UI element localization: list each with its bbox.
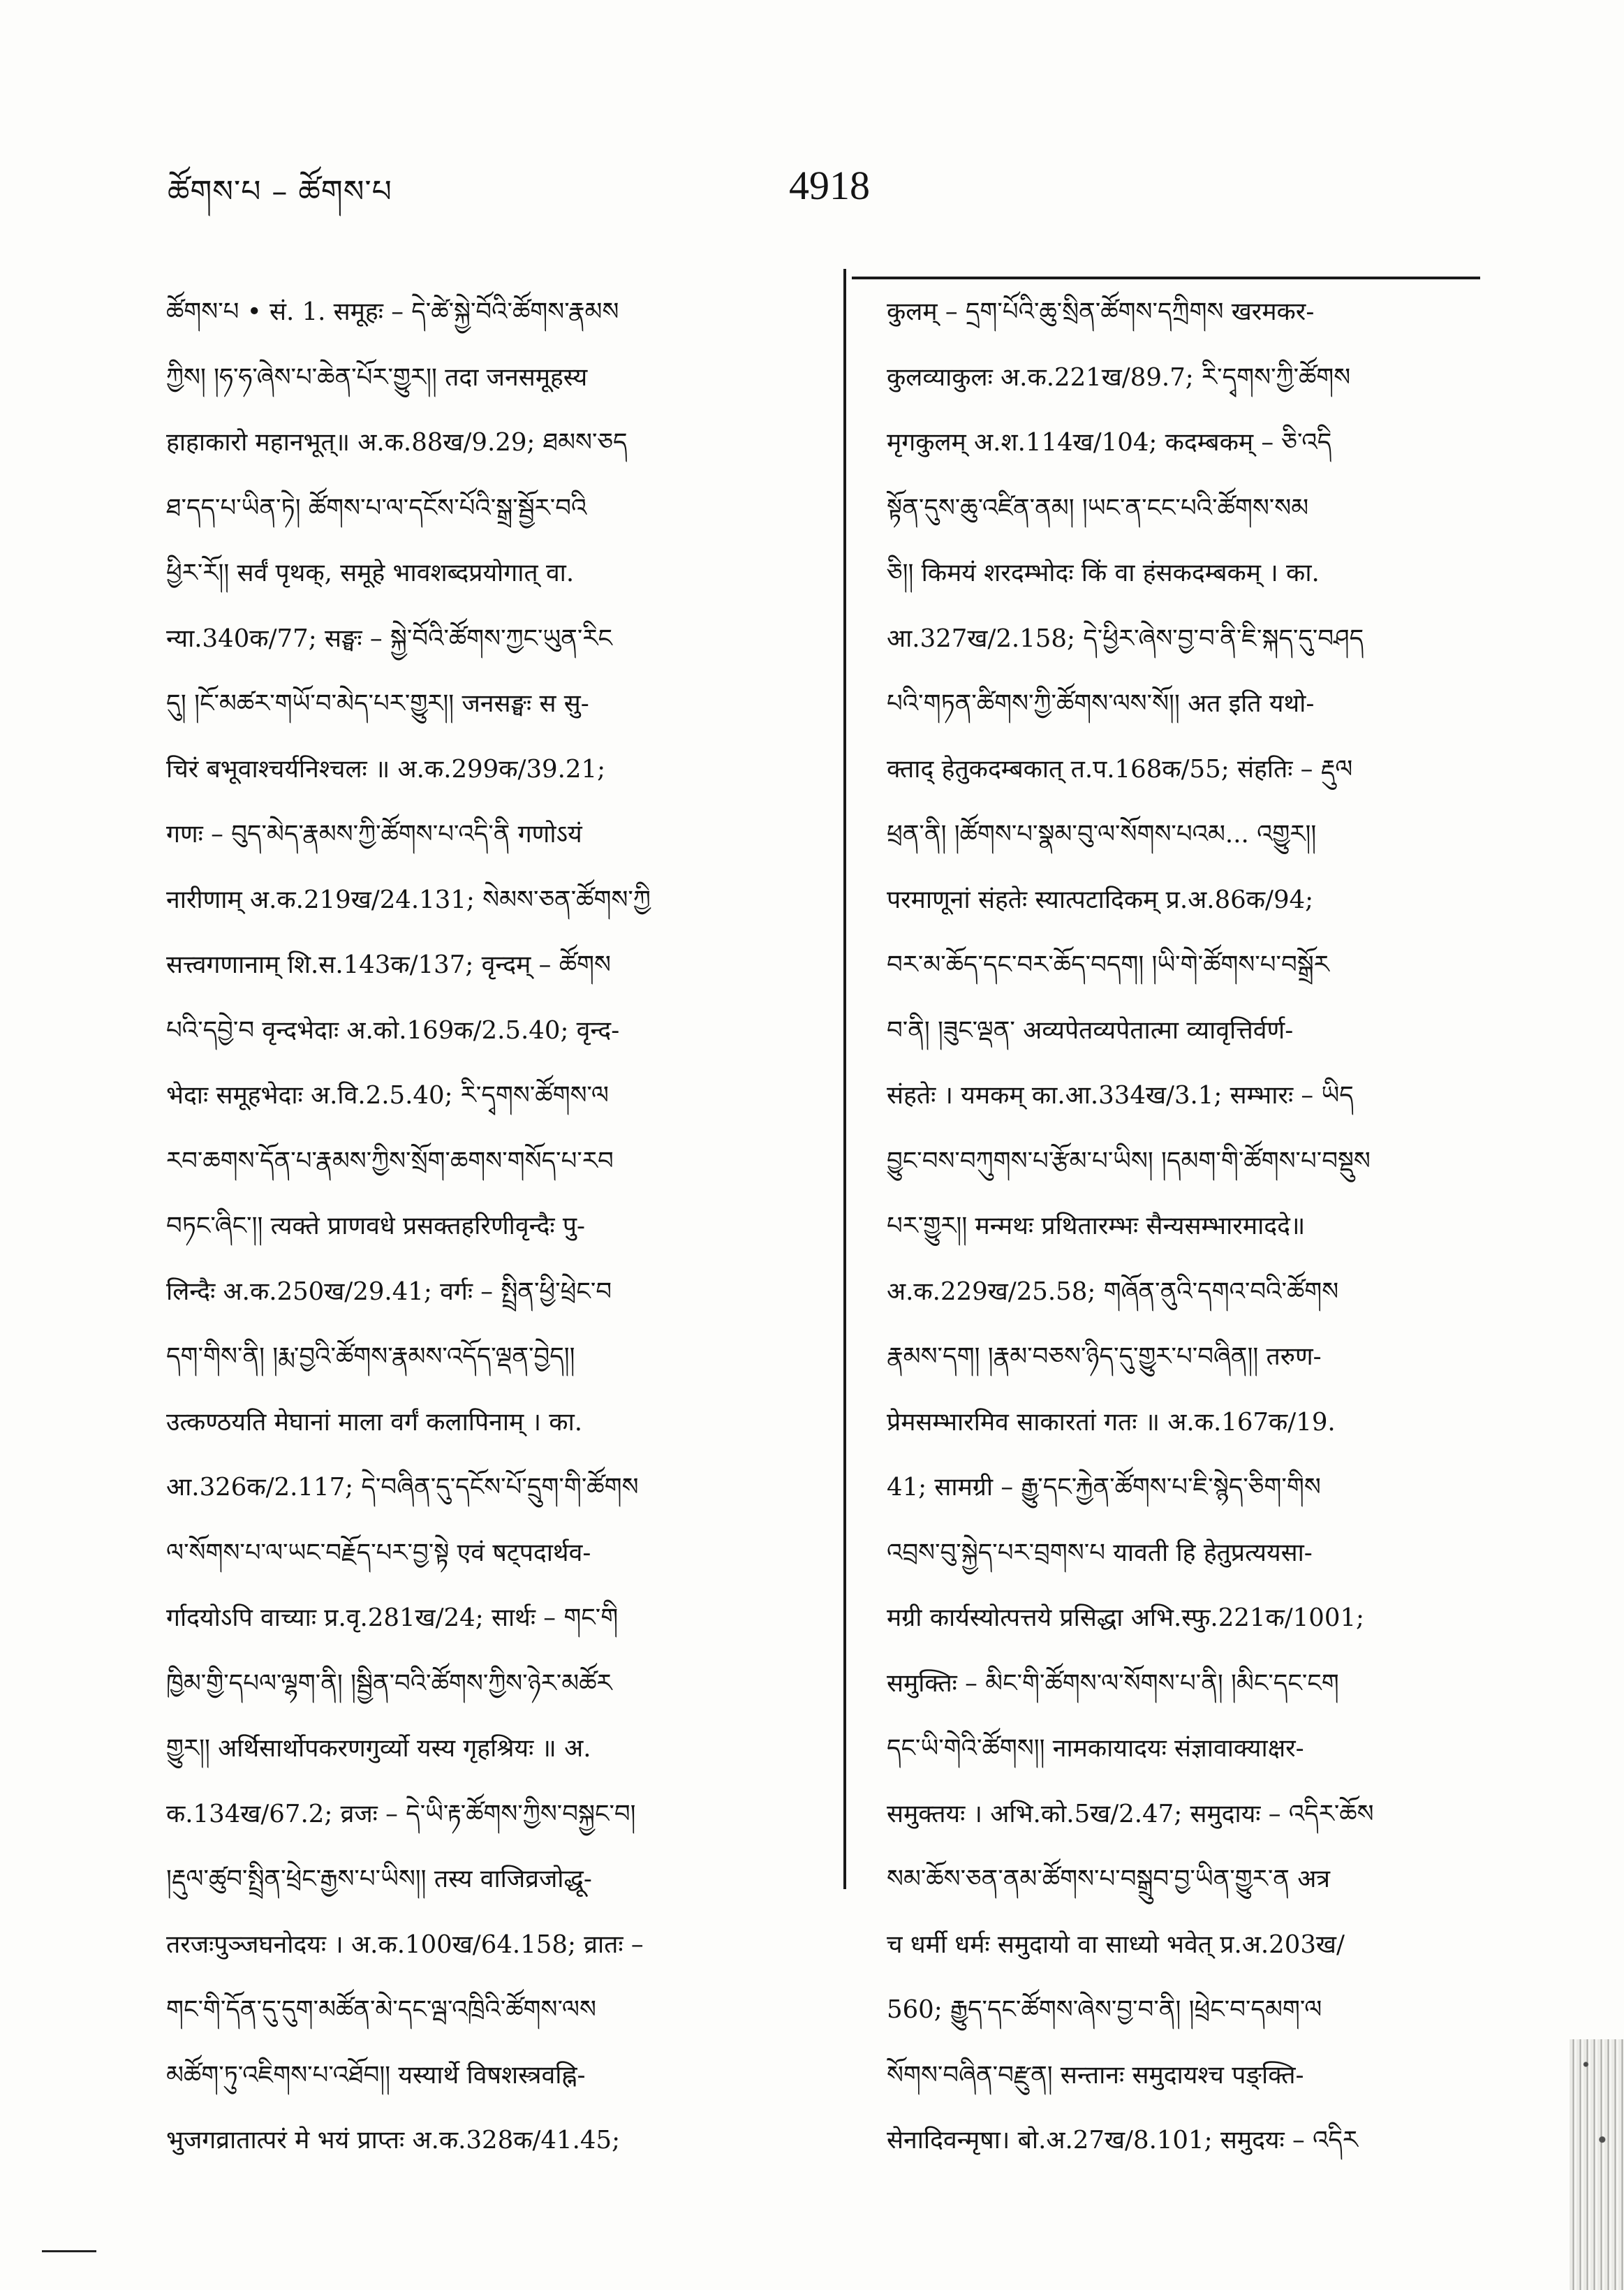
text-line: སམ་ཆོས་ཅན་ནམ་ཚོགས་པ་བསྒྲུབ་བྱ་ཡིན་གྱུར་ན अत्र bbox=[887, 1865, 1330, 1893]
text-line: च धर्मी धर्मः समुदायो वा साध्यो भवेत् प्र.अ.203ख/ bbox=[887, 1930, 1345, 1959]
text-line: गणः – བུད་མེད་རྣམས་ཀྱི་ཚོགས་པ་འདི་ནི गणोऽयं bbox=[166, 820, 582, 849]
text-line: རྣམས་དག། །རྣམ་བཅས་ཉིད་དུ་གྱུར་པ་བཞིན།། तरुण- bbox=[887, 1342, 1322, 1371]
text-line: समुक्तयः । अभि.को.5ख/2.47; समुदायः – འདིར་ཆོས bbox=[887, 1799, 1374, 1828]
text-line: འབྲས་བུ་སྐྱེད་པར་བྲགས་པ यावती हि हेतुप्रत्ययसा- bbox=[887, 1538, 1313, 1567]
text-line: भेदाः समूहभेदाः अ.वि.2.5.40; རི་དྭགས་ཚོགས་ལ bbox=[166, 1081, 609, 1110]
text-line: लिन्दैः अ.क.250ख/29.41; वर्गः – སྤྲིན་ཕྱི་ཕྲེང་བ bbox=[166, 1277, 612, 1306]
text-line: ཚོགས་པ • सं. 1. समूहः – དེ་ཚེ་སྐྱེ་བོའི་ཚོགས་རྣམས bbox=[166, 298, 619, 326]
left-column bbox=[166, 279, 815, 2173]
running-head: ཚོགས་པ – ཚོགས་པ bbox=[168, 174, 392, 210]
text-line: हाहाकारो महानभूत्॥ अ.क.88ख/9.29; ཐམས་ཅད bbox=[166, 428, 628, 457]
text-line: རབ་ཆགས་དོན་པ་རྣམས་ཀྱིས་སྲོག་ཆགས་གསོད་པ་རབ bbox=[166, 1146, 614, 1175]
page-number: 4918 bbox=[789, 163, 870, 208]
text-line: नारीणाम् अ.क.219ख/24.131; སེམས་ཅན་ཚོགས་ཀྱི bbox=[166, 885, 651, 914]
text-line: समुक्तिः – མིང་གི་ཚོགས་ལ་སོགས་པ་ནི། །མིང་དང་ངག bbox=[887, 1668, 1339, 1698]
text-line: न्या.340क/77; सङ्घः – སྐྱེ་བོའི་ཚོགས་ཀྱང་ཡུན་རིང bbox=[166, 624, 612, 653]
text-line: ཐ་དད་པ་ཡིན་ཏེ། ཚོགས་པ་ལ་དངོས་པོའི་སྒྲ་སྦྱོར་བའི bbox=[166, 493, 587, 522]
text-line: ཕྱིར་རོ།། सर्वं पृथक्, समूहे भावशब्दप्रयोगात् वा. bbox=[166, 559, 575, 587]
text-line: प्रेमसम्भारमिव साकारतां गतः ॥ अ.क.167क/19. bbox=[887, 1407, 1336, 1437]
text-line: ཁྱིམ་གྱི་དཔལ་ལྷག་ནི། །སྦྱིན་བའི་ཚོགས་ཀྱིས་ཉེར་མཚོར bbox=[166, 1668, 612, 1698]
text-line: ཀྱིས། །ཧ་ཧ་ཞེས་པ་ཆེན་པོར་གྱུར།། तदा जनसमूहस्य bbox=[166, 362, 588, 392]
right-column bbox=[887, 279, 1501, 2173]
text-line: 41; सामग्री – རྒྱུ་དང་རྐྱེན་ཚོགས་པ་ཇི་སྙེད་ཅིག་གིས bbox=[887, 1473, 1321, 1502]
text-line: सत्त्वगणानाम् शि.स.143क/137; वृन्दम् – ཚོགས bbox=[166, 951, 611, 979]
text-line: तरजःपुञ्जघनोदयः । अ.क.100ख/64.158; व्रातः – bbox=[166, 1930, 644, 1959]
scan-margin-mark bbox=[42, 2250, 96, 2252]
text-line: བར་མ་ཆོད་དང་བར་ཆོད་བདག། །ཡི་གེ་ཚོགས་པ་བསྒྲོར bbox=[887, 951, 1329, 979]
text-line: र्गादयोऽपि वाच्याः प्र.वृ.281ख/24; सार्थः – གང་གི bbox=[166, 1603, 619, 1632]
text-line: सेनादिवन्मृषा। बो.अ.27ख/8.101; समुदयः – འདིར bbox=[887, 2126, 1359, 2155]
text-line: उत्कण्ठयति मेघानां माला वर्गं कलापिनाम् । का. bbox=[166, 1407, 583, 1437]
text-line: བ་ནི། །ཟུང་ལྡན་ अव्यपेतव्यपेतात्मा व्यावृत्तिर्वर्ण- bbox=[887, 1015, 1294, 1045]
text-line: क्ताद् हेतुकदम्बकात् त.प.168क/55; संहतिः – རྡུལ bbox=[887, 754, 1353, 784]
text-line: भुजगव्रातात्परं मे भयं प्राप्तः अ.क.328क/41.45; bbox=[166, 2126, 621, 2155]
text-line: གང་གི་དོན་དུ་དུག་མཚོན་མེ་དང་ལྦ་འཁྲིའི་ཚོགས་ལས bbox=[166, 1995, 596, 2024]
text-line: ཅི།། किमयं शरदम्भोदः किं वा हंसकदम्बकम् । का. bbox=[887, 559, 1320, 587]
text-line: སོགས་བཞིན་བརྫུན། सन्तानः समुदायश्च पङ्क्ति- bbox=[887, 2060, 1304, 2090]
text-line: དག་གིས་ནི། །རྨ་བྱའི་ཚོགས་རྣམས་འདོད་ལྡན་བྱེད།། bbox=[166, 1342, 575, 1371]
text-line: མཚོག་ཏུ་འཇིགས་པ་འཐོབ།། यस्यार्थे विषशस्त्रवह्नि- bbox=[166, 2060, 586, 2090]
text-line: आ.326क/2.117; དེ་བཞིན་དུ་དངོས་པོ་དྲུག་གི་ཚོགས bbox=[166, 1473, 639, 1502]
text-line: आ.327ख/2.158; དེ་ཕྱིར་ཞེས་བྱ་བ་ནི་ཇི་སྐད་དུ་བཤད bbox=[887, 624, 1364, 653]
text-line: །རྡུལ་ཚུབ་སྤྲིན་ཕྲེང་རྒྱས་པ་ཡིས།། तस्य वाजिव्रजोद्धू- bbox=[166, 1865, 592, 1893]
text-line: གྱུར།། अर्थिसार्थोपकरणगुर्व्यो यस्य गृहश्रियः ॥ अ. bbox=[166, 1734, 591, 1763]
text-line: चिरं बभूवाश्चर्यनिश्चलः ॥ अ.क.299क/39.21; bbox=[166, 754, 606, 784]
text-line: मग्री कार्यस्योत्पत्तये प्रसिद्धा अभि.स्फु.221क/1001; bbox=[887, 1603, 1365, 1632]
text-line: པའི་གཏན་ཚིགས་ཀྱི་ཚོགས་ལས་སོ།། अत इति यथो- bbox=[887, 689, 1315, 718]
text-line: मृगकुलम् अ.श.114ख/104; कदम्बकम् – ཅི་འདི bbox=[887, 428, 1332, 457]
text-line: संहतेः । यमकम् का.आ.334ख/3.1; सम्भारः – ཡིད bbox=[887, 1081, 1354, 1110]
scan-edge-artifact bbox=[1570, 2039, 1624, 2290]
text-line: དང་ཡི་གེའི་ཚོགས།། नामकायादयः संज्ञावाक्याक्षर- bbox=[887, 1734, 1304, 1763]
text-line: परमाणूनां संहतेः स्यात्पटादिकम् प्र.अ.86क/94; bbox=[887, 885, 1314, 914]
text-line: कुलव्याकुलः अ.क.221ख/89.7; རི་དྭགས་ཀྱི་ཚོགས bbox=[887, 362, 1351, 392]
text-line: པའི་དབྱེ་བ वृन्दभेदाः अ.को.169क/2.5.40; वृन्द- bbox=[166, 1015, 620, 1045]
text-line: कुलम् – དྲག་པོའི་ཆུ་སྲིན་ཚོགས་དཀྲིགས खरमकर- bbox=[887, 298, 1315, 326]
text-line: क.134ख/67.2; व्रजः – དེ་ཡི་རྟ་ཚོགས་ཀྱིས་བསྐྱང་བ། bbox=[166, 1799, 636, 1828]
text-line: ལ་སོགས་པ་ལ་ཡང་བརྗོད་པར་བྱ་སྟེ एवं षट्पदार्थव- bbox=[166, 1538, 591, 1567]
text-line: དུ། །ངོ་མཚར་གཡོ་བ་མེད་པར་གྱུར།། जनसङ्घः स सु- bbox=[166, 689, 589, 718]
text-line: 560; རྒྱུད་དང་ཚོགས་ཞེས་བྱ་བ་ནི། །ཕྲེང་བ་དམག་ལ bbox=[887, 1995, 1322, 2024]
text-line: བཏང་ཞིང་།། त्यक्ते प्राणवधे प्रसक्तहरिणीवृन्दैः पु- bbox=[166, 1212, 586, 1240]
column-divider bbox=[843, 269, 846, 1889]
text-line: अ.क.229ख/25.58; གཞོན་ནུའི་དགའ་བའི་ཚོགས bbox=[887, 1277, 1339, 1306]
text-line: སྟོན་དུས་ཆུ་འཛིན་ནམ། །ཡང་ན་ངང་པའི་ཚོགས་སམ bbox=[887, 493, 1309, 522]
text-line: བྱུང་བས་བཀུགས་པ་རྩོམ་པ་ཡིས། །དམག་གི་ཚོགས་པ་བསྡུས bbox=[887, 1146, 1371, 1175]
text-line: པར་གྱུར།། मन्मथः प्रथितारम्भः सैन्यसम्भारमाददे॥ bbox=[887, 1212, 1306, 1240]
text-line: ཕྲན་ནི། །ཚོགས་པ་སྣམ་བུ་ལ་སོགས་པའམ... འགྱུར།། bbox=[887, 820, 1317, 849]
